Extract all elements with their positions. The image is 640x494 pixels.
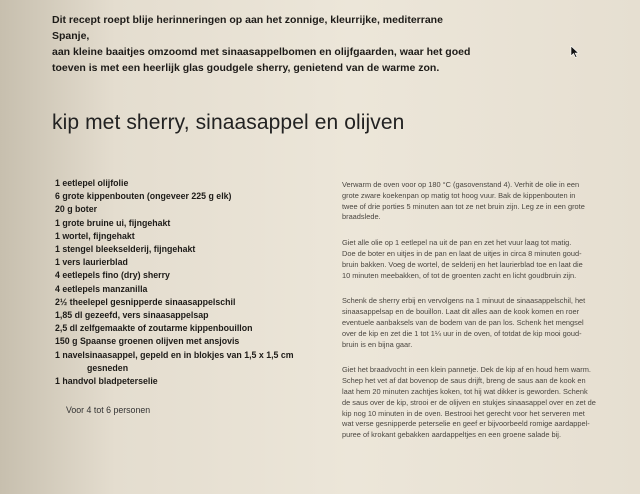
ingredient-item: 4 eetlepels fino (dry) sherry	[55, 270, 170, 281]
ingredient-item: 1 handvol bladpeterselie	[55, 376, 158, 387]
method-line: 10 minuten meebakken, of tot de groenten zacht en licht goudbruin zijn.	[342, 270, 577, 280]
method-line: over de kip en zet die 1 tot 1¼ uur in de oven, of totdat de kip mooi goud-	[342, 328, 582, 338]
servings-note: Voor 4 tot 6 personen	[66, 405, 151, 415]
method-paragraph	[342, 365, 610, 441]
method-line: eventuele aanbaksels van de bodem van de pan los. Schenk het mengsel	[342, 317, 584, 327]
ingredient-list	[55, 177, 325, 388]
ingredient-item: 2,5 dl zelfgemaakte of zoutarme kippenbouillon	[55, 323, 253, 334]
method-paragraph	[342, 180, 610, 223]
method-line: braadslede.	[342, 212, 381, 222]
method-paragraph	[342, 296, 610, 350]
ingredient-item: 1 navelsinaasappel, gepeld en in blokjes van 1,5 x 1,5 cm	[55, 349, 294, 360]
method-line: sinaasappelsap en de bouillon. Laat dit alles aan de kook komen en roer	[342, 307, 580, 317]
method-line: kip nog 10 minuten in de oven. Bestrooi het gerecht voor het serveren met	[342, 408, 585, 418]
method-paragraph	[342, 238, 610, 281]
ingredient-item: 20 g boter	[55, 204, 98, 215]
intro-line: Dit recept roept blije herinneringen op aan het zonnige, kleurrijke, mediterrane Spanje,	[52, 14, 443, 42]
method-line: bruin is en bijna gaar.	[342, 339, 413, 349]
ingredient-item: 1 grote bruine ui, fijngehakt	[55, 217, 171, 228]
ingredient-item: 1 wortel, fijngehakt	[55, 230, 135, 241]
ingredient-item: 1 eetlepel olijfolie	[55, 178, 129, 188]
ingredient-item: 150 g Spaanse groenen olijven met ansjovis	[55, 336, 240, 347]
ingredient-item: 1,85 dl gezeefd, vers sinaasappelsap	[55, 310, 209, 321]
recipe-title: kip met sherry, sinaasappel en olijven	[52, 111, 405, 135]
method-line: de saus over de kip, strooi er de olijven en stukjes sinaasappel over en zet de	[342, 397, 596, 407]
ingredient-item: 2½ theelepel gesnipperde sinaasappelschil	[55, 296, 236, 307]
method-line: Doe de boter en uitjes in de pan en laat de uitjes in circa 8 minuten goud-	[342, 248, 582, 258]
ingredient-item: 1 stengel bleekselderij, fijngehakt	[55, 244, 196, 255]
ingredient-item-continued: gesneden	[87, 362, 129, 373]
method-line: wat verse gesnipperde peterselie en geef er bijvoorbeeld romige aardappel-	[342, 419, 590, 429]
intro-line: aan kleine baaitjes omzoomd met sinaasappelbomen en olijfgaarden, waar het goed	[52, 46, 471, 58]
ingredient-item: 6 grote kippenbouten (ongeveer 225 g elk)	[55, 191, 232, 202]
method-line: grote zware koekenpan op matig tot hoog vuur. Bak de kippenbouten in	[342, 190, 576, 200]
method-line: Schep het vet af dat bovenop de saus drijft, breng de saus aan de kook en	[342, 376, 586, 386]
method-line: twee of drie porties 5 minuten aan tot ze net bruin zijn. Leg ze in een grote	[342, 201, 585, 211]
method-line: puree of krokant gebakken aardappeltjes en een groene salade bij.	[342, 430, 562, 440]
method-line: Giet alle olie op 1 eetlepel na uit de pan en zet het vuur laag tot matig.	[342, 238, 572, 248]
ingredient-item: 4 eetlepels manzanilla	[55, 283, 148, 294]
intro-text	[52, 12, 472, 76]
method-steps	[342, 180, 610, 456]
mouse-pointer-icon	[570, 46, 580, 58]
method-line: laat hem 20 minuten zachtjes koken, tot hij wat dikker is geworden. Schenk	[342, 386, 588, 396]
ingredient-item: 1 vers laurierblad	[55, 257, 128, 268]
method-line: Schenk de sherry erbij en vervolgens na 1 minuut de sinaasappelschil, het	[342, 296, 586, 306]
method-line: Verwarm de oven voor op 180 °C (gasovenstand 4). Verhit de olie in een	[342, 180, 580, 189]
intro-line: toeven is met een heerlijk glas goudgele sherry, genietend van de warme zon.	[52, 62, 440, 74]
method-line: bruin bakken. Voeg de wortel, de selderij en het laurierblad toe en laat die	[342, 259, 583, 269]
method-line: Giet het braadvocht in een klein pannetje. Dek de kip af en houd hem warm.	[342, 365, 591, 375]
